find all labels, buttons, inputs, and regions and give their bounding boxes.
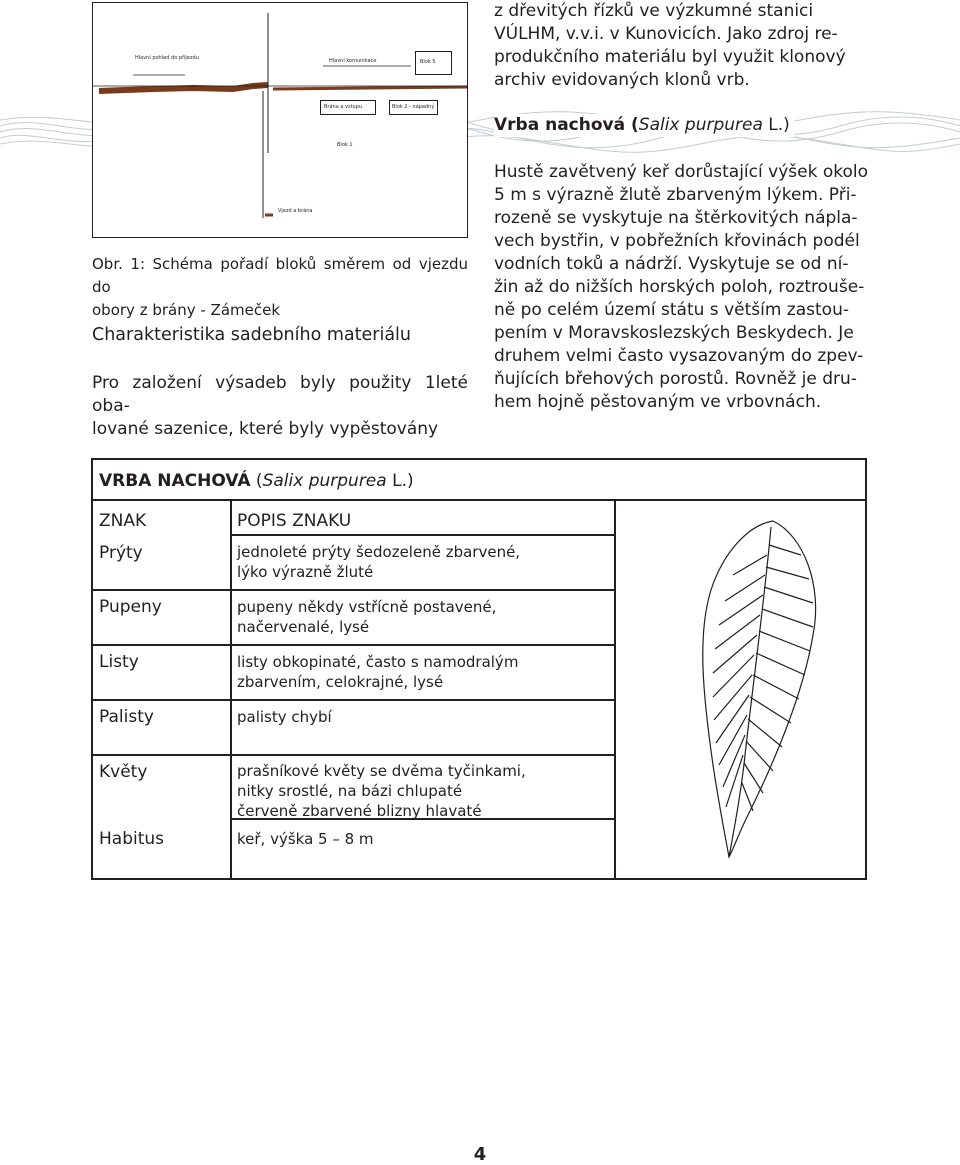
table-header-znak: ZNAK (99, 511, 147, 531)
popis-line: načervenalé, lysé (237, 618, 370, 636)
row-popis-palisty (237, 707, 332, 727)
table-rule (614, 499, 616, 878)
row-popis-kvety (237, 761, 526, 821)
species-characteristics-table (91, 458, 867, 880)
row-znak-palisty: Palisty (99, 707, 154, 727)
paragraph-line: rozeně se vyskytuje na štěrkovitých nápla- (494, 208, 858, 228)
table-rule (230, 534, 616, 536)
willow-leaf-illustration (653, 515, 853, 865)
table-title-end: L.) (386, 471, 414, 491)
table-rule (93, 699, 616, 701)
paragraph-line: 5 m s výrazně žlutě zbarveným lýkem. Při- (494, 185, 857, 205)
row-popis-pryty (237, 542, 520, 582)
paragraph-line: druhem velmi často vysazovaným do zpev- (494, 346, 864, 366)
fig-label-top-left: Hlavní pohled do příjezdu (135, 55, 199, 61)
paragraph-line: hem hojně pěstovaným ve vrbovnách. (494, 392, 822, 412)
table-title-bold: VRBA NACHOVÁ (99, 471, 251, 491)
row-popis-habitus (237, 829, 374, 849)
species-description (494, 161, 868, 414)
page-number: 4 (473, 1144, 487, 1165)
block-order-schema-figure (92, 2, 468, 238)
species-heading-latin: Salix purpurea (638, 115, 763, 135)
fig-label-gate: Brána a vstupu (324, 104, 363, 110)
table-title-latin: Salix purpurea (262, 471, 387, 491)
paragraph-line: archiv evidovaných klonů vrb. (494, 70, 750, 90)
popis-line: lýko výrazně žluté (237, 563, 374, 581)
popis-line: pupeny někdy vstřícně postavené, (237, 598, 497, 616)
popis-line: červeně zbarvené blizny hlavaté (237, 802, 482, 820)
schema-lines (93, 3, 467, 237)
row-znak-pupeny: Pupeny (99, 597, 162, 617)
popis-line: zbarvením, celokrajné, lysé (237, 673, 444, 691)
popis-line: jednoleté prýty šedozeleně zbarvené, (237, 543, 521, 561)
paragraph-line: žin až do nižších horských poloh, roztrouše- (494, 277, 865, 297)
fig-label-main-road: Hlavní komunikace (329, 58, 377, 64)
fig-label-entrance: Vjezd a brána (278, 208, 313, 214)
row-popis-pupeny (237, 597, 496, 637)
paragraph-line: pením v Moravskoslezských Beskydech. Je (494, 323, 854, 343)
paragraph-line: ně po celém území státu s větším zastou- (494, 300, 849, 320)
row-znak-pryty: Prýty (99, 543, 143, 563)
species-heading-text: Vrba nachová ( (494, 115, 639, 135)
table-rule (93, 754, 616, 756)
right-intro-paragraph (494, 0, 868, 92)
left-paragraph (92, 372, 468, 441)
row-popis-listy (237, 652, 518, 692)
fig-label-block-1: Blok 1 (337, 142, 353, 148)
popis-line: palisty chybí (237, 708, 332, 726)
row-znak-kvety: Květy (99, 762, 148, 782)
paragraph-line: lované sazenice, které byly vypěstovány (92, 419, 439, 439)
figure-caption (92, 253, 468, 322)
table-header-popis: POPIS ZNAKU (237, 511, 352, 531)
row-znak-listy: Listy (99, 652, 139, 672)
caption-line: Obr. 1: Schéma pořadí bloků směrem od vjezdu do (92, 255, 468, 296)
popis-line: keř, výška 5 – 8 m (237, 830, 374, 848)
fig-label-block-5: Blok 5 (420, 59, 436, 65)
paragraph-line: vech bystřin, v pobřežních křovinách podél (494, 231, 860, 251)
table-rule (93, 499, 865, 501)
paragraph-line: Pro založení výsadeb byly použity 1leté oba- (92, 373, 468, 416)
popis-line: nitky srostlé, na bázi chlupaté (237, 782, 463, 800)
popis-line: prašníkové květy se dvěma tyčinkami, (237, 762, 526, 780)
paragraph-line: ňujících břehových porostů. Rovněž je dru- (494, 369, 857, 389)
table-title (99, 470, 414, 492)
paragraph-line: Hustě zavětvený keř dorůstající výšek okolo (494, 162, 868, 182)
paragraph-line: vodních toků a nádrží. Vyskytuje se od ní- (494, 254, 849, 274)
species-heading-end: L.) (762, 115, 790, 135)
table-rule (93, 644, 616, 646)
fig-label-block-2: Blok 2 - nápadný (392, 104, 435, 110)
section-title: Charakteristika sadebního materiálu (92, 325, 411, 345)
species-heading (494, 114, 794, 137)
caption-line: obory z brány - Zámeček (92, 301, 281, 319)
row-znak-habitus: Habitus (99, 829, 165, 849)
paragraph-line: z dřevitých řízků ve výzkumné stanici (494, 1, 814, 21)
paragraph-line: produkčního materiálu byl využit klonový (494, 47, 846, 67)
table-title-paren: ( (250, 471, 263, 491)
table-rule (93, 589, 616, 591)
table-rule (230, 499, 232, 878)
paragraph-line: VÚLHM, v.v.i. v Kunovicích. Jako zdroj re- (494, 24, 838, 44)
popis-line: listy obkopinaté, často s namodralým (237, 653, 519, 671)
